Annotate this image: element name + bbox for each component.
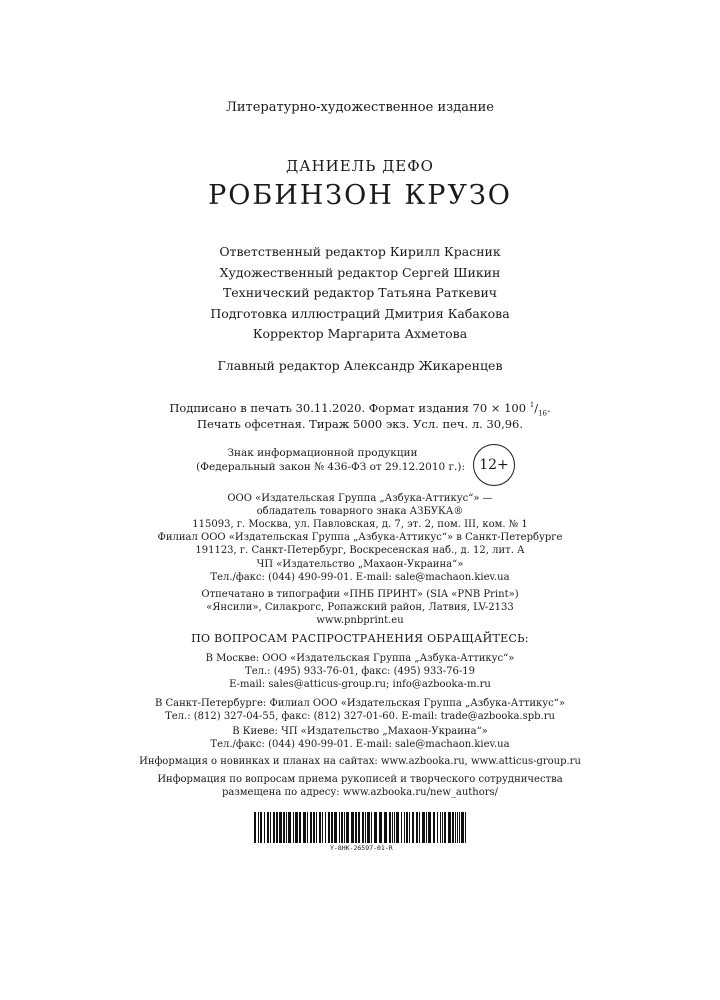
spb-line: В Санкт-Петербурге: Филиал ООО «Издательская Группа „Азбука-Аттикус“» bbox=[154, 698, 566, 709]
barcode-bar bbox=[283, 812, 285, 843]
print-info-line2: Печать офсетная. Тираж 5000 экз. Усл. печ. л. 30,96. bbox=[196, 417, 524, 431]
barcode-bar bbox=[379, 812, 382, 843]
manuscripts-line: Информация по вопросам приема рукописей и творческого сотрудничества bbox=[157, 774, 563, 785]
moscow-line: В Москве: ООО «Издательская Группа „Азбука-Аттикус“» bbox=[205, 653, 515, 664]
barcode-bar bbox=[344, 812, 345, 843]
barcode-bar bbox=[465, 812, 466, 843]
barcode-bar bbox=[328, 812, 330, 843]
staff-line: Ответственный редактор Кирилл Красник bbox=[219, 244, 501, 259]
printer-block bbox=[0, 588, 720, 627]
barcode-bar bbox=[409, 812, 410, 843]
distribution-heading: ПО ВОПРОСАМ РАСПРОСТРАНЕНИЯ ОБРАЩАЙТЕСЬ: bbox=[191, 632, 529, 645]
barcode-bar bbox=[374, 812, 377, 843]
barcode-bar bbox=[260, 812, 262, 843]
spb-branch-block bbox=[0, 531, 720, 557]
barcode-bar bbox=[457, 812, 458, 843]
kiev-block bbox=[0, 725, 720, 751]
book-title: РОБИНЗОН КРУЗО bbox=[208, 180, 512, 211]
moscow-line: Тел.: (495) 933-76-01, факс: (495) 933-76-19 bbox=[245, 666, 475, 677]
info-product-sign bbox=[0, 444, 720, 494]
print-info-main: Подписано в печать 30.11.2020. Формат издания 70 × 100 bbox=[169, 401, 530, 415]
barcode-bar bbox=[461, 812, 464, 843]
kiev-line: Тел./факс: (044) 490-99-01. E-mail: sale@machaon.kiev.ua bbox=[210, 739, 510, 750]
barcode-bar bbox=[286, 812, 287, 843]
barcode-bar bbox=[365, 812, 366, 843]
publisher-line: ООО «Издательская Группа „Азбука-Аттикус“» — bbox=[227, 493, 493, 504]
staff-line: Корректор Маргарита Ахметова bbox=[252, 326, 468, 341]
spb-line: Тел.: (812) 327-04-55, факс: (812) 327-01-60. E-mail: trade@azbooka.spb.ru bbox=[165, 711, 555, 722]
barcode-bar bbox=[299, 812, 301, 843]
barcode-bar bbox=[440, 812, 441, 843]
barcode-image bbox=[254, 812, 466, 846]
manuscripts-block bbox=[0, 773, 720, 799]
barcode-bar bbox=[442, 812, 443, 843]
barcode-bar bbox=[322, 812, 323, 843]
barcode-bar bbox=[389, 812, 391, 843]
barcode-bar bbox=[358, 812, 360, 843]
barcode-bar bbox=[355, 812, 357, 843]
barcode-bar bbox=[371, 812, 372, 843]
barcode-bar bbox=[351, 812, 354, 843]
editorial-staff bbox=[0, 242, 720, 345]
barcode-bar bbox=[401, 812, 402, 843]
barcode-bar bbox=[392, 812, 393, 843]
barcode-bar bbox=[384, 812, 387, 843]
barcode-bar bbox=[293, 812, 294, 843]
sign-line2: (Федеральный закон № 436-ФЗ от 29.12.2010 г.): bbox=[196, 461, 465, 473]
genre-label: Литературно-художественное издание bbox=[226, 100, 494, 115]
barcode-bar bbox=[295, 812, 298, 843]
barcode-bar bbox=[416, 812, 418, 843]
barcode-bar bbox=[316, 812, 317, 843]
barcode-bar bbox=[341, 812, 343, 843]
spb-branch-line: Филиал ООО «Издательская Группа „Азбука-Аттикус“» в Санкт-Петербурге bbox=[157, 532, 563, 543]
barcode-bar bbox=[396, 812, 399, 843]
publisher-block bbox=[0, 492, 720, 531]
barcode-bar bbox=[339, 812, 340, 843]
barcode-code: Y-8HK-26597-01-R bbox=[330, 844, 393, 852]
barcode-bar bbox=[273, 812, 275, 843]
barcode-bar bbox=[459, 812, 460, 843]
barcode-bar bbox=[279, 812, 282, 843]
printer-line: «Янсили», Силакрогс, Ропажский район, Латвия, LV-2133 bbox=[206, 602, 514, 613]
barcode-bar bbox=[433, 812, 435, 843]
barcode-bar bbox=[258, 812, 259, 843]
sign-line1: Знак информационной продукции bbox=[227, 447, 418, 459]
spb-block bbox=[0, 697, 720, 723]
barcode-bar bbox=[426, 812, 427, 843]
news-info: Информация о новинках и планах на сайтах: www.azbooka.ru, www.atticus-group.ru bbox=[139, 756, 581, 767]
format-numerator: 1 bbox=[529, 401, 535, 410]
staff-line: Художественный редактор Сергей Шикин bbox=[219, 264, 501, 280]
print-info-line1: Подписано в печать 30.11.2020. Формат издания 70 × 100 $^1/_{16}$. bbox=[169, 401, 551, 418]
kiev-line: В Киеве: ЧП «Издательство „Махаон-Украина“» bbox=[232, 726, 488, 737]
age-rating-badge: 12+ bbox=[473, 444, 515, 486]
barcode-bar bbox=[319, 812, 321, 843]
barcode-bar bbox=[270, 812, 271, 843]
staff-line: Подготовка иллюстраций Дмитрия Кабакова bbox=[210, 305, 510, 321]
barcode-bar bbox=[367, 812, 370, 843]
barcode-bar bbox=[331, 812, 333, 843]
barcode-bar bbox=[452, 812, 454, 843]
barcode-bar bbox=[412, 812, 414, 843]
barcode-bar bbox=[346, 812, 349, 843]
barcode-bar bbox=[254, 812, 256, 843]
moscow-line: E-mail: sales@atticus-group.ru; info@azbooka-m.ru bbox=[229, 679, 491, 690]
barcode-bar bbox=[448, 812, 451, 843]
spb-branch-line: 191123, г. Санкт-Петербург, Воскресенская наб., д. 12, лит. А bbox=[195, 545, 525, 556]
barcode-bar bbox=[307, 812, 308, 843]
ukraine-line: Тел./факс: (044) 490-99-01. E-mail: sale@machaon.kiev.ua bbox=[210, 572, 510, 583]
barcode-bar bbox=[455, 812, 456, 843]
barcode-bar bbox=[406, 812, 408, 843]
barcode-bar bbox=[362, 812, 364, 843]
printer-line: Отпечатано в типографии «ПНБ ПРИНТ» (SIA «PNB Print») bbox=[201, 589, 519, 600]
publisher-line: обладатель товарного знака АЗБУКА® bbox=[256, 506, 464, 517]
moscow-block bbox=[0, 652, 720, 691]
barcode-bar bbox=[404, 812, 405, 843]
barcode-bar bbox=[310, 812, 312, 843]
barcode-bar bbox=[394, 812, 395, 843]
manuscripts-line: размещена по адресу: www.azbooka.ru/new_authors/ bbox=[221, 787, 499, 798]
ukraine-line: ЧП «Издательство „Махаон-Украина“» bbox=[256, 559, 464, 570]
author-name: ДАНИЕЛЬ ДЕФО bbox=[286, 157, 434, 175]
barcode-bar bbox=[267, 812, 269, 843]
publisher-line: 115093, г. Москва, ул. Павловская, д. 7, эт. 2, пом. III, ком. № 1 bbox=[192, 519, 528, 530]
barcode-bar bbox=[334, 812, 337, 843]
barcode-bar bbox=[444, 812, 446, 843]
barcode-bar bbox=[419, 812, 420, 843]
barcode-bar bbox=[288, 812, 291, 843]
barcode-bar bbox=[325, 812, 326, 843]
barcode-bar bbox=[313, 812, 315, 843]
barcode-bar bbox=[422, 812, 425, 843]
barcode-bar bbox=[428, 812, 431, 843]
barcode-bar bbox=[276, 812, 278, 843]
chief-editor: Главный редактор Александр Жикаренцев bbox=[217, 358, 503, 373]
staff-line: Технический редактор Татьяна Раткевич bbox=[222, 285, 498, 300]
ukraine-block bbox=[0, 558, 720, 584]
printer-line: www.pnbprint.eu bbox=[316, 615, 404, 626]
barcode-bar bbox=[264, 812, 265, 843]
barcode-bar bbox=[437, 812, 438, 843]
format-denominator: 16 bbox=[538, 409, 547, 418]
barcode-bar bbox=[303, 812, 306, 843]
